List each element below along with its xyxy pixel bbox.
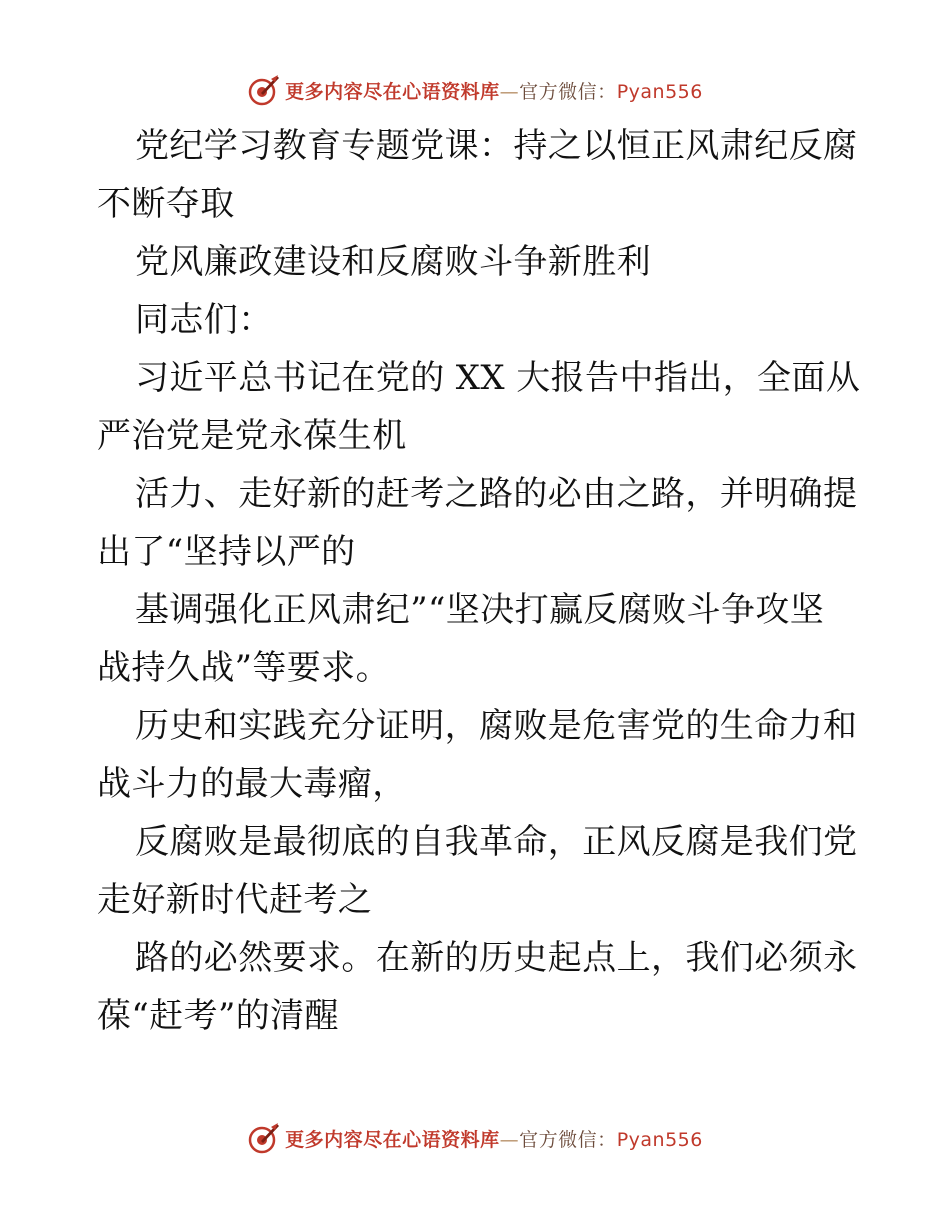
- paragraph-line: 反腐败是最彻底的自我革命，正风反腐是我们党: [135, 822, 858, 862]
- paragraph-line: 战持久战”等要求。: [97, 648, 390, 688]
- banner-official-label: 官方微信：: [519, 80, 617, 103]
- footer-banner: [0, 1118, 950, 1158]
- paragraph-line: 基调强化正风肃纪”“坚决打赢反腐败斗争攻坚: [135, 590, 825, 630]
- title-line-1: 党纪学习教育专题党课：持之以恒正风肃纪反腐: [135, 126, 858, 166]
- banner-wechat-id: Pyan556: [616, 80, 703, 103]
- paragraph-line: 走好新时代赶考之: [97, 880, 373, 920]
- banner-site-name: 更多内容尽在心语资料库: [285, 80, 500, 103]
- banner-wechat-id: Pyan556: [616, 1128, 703, 1151]
- paragraph-line: 葆“赶考”的清醒: [97, 996, 339, 1036]
- banner-dash: —: [499, 1128, 520, 1151]
- quill-pen-logo-icon: [247, 73, 281, 107]
- quill-pen-logo-icon: [247, 1121, 281, 1155]
- banner-dash: —: [499, 80, 520, 103]
- paragraph-line: 历史和实践充分证明，腐败是危害党的生命力和: [135, 706, 858, 746]
- paragraph-line: 活力、走好新的赶考之路的必由之路，并明确提: [135, 474, 858, 514]
- banner-official-label: 官方微信：: [519, 1128, 617, 1151]
- header-banner: [0, 70, 950, 110]
- banner-site-name: 更多内容尽在心语资料库: [285, 1128, 500, 1151]
- banner-text: [285, 1125, 703, 1152]
- title-line-2: 不断夺取: [97, 184, 235, 224]
- banner-text: [285, 77, 703, 104]
- paragraph-line: 出了“坚持以严的: [97, 532, 356, 572]
- paragraph-line: 路的必然要求。在新的历史起点上，我们必须永: [135, 938, 858, 978]
- paragraph-line: 习近平总书记在党的 XX 大报告中指出，全面从: [135, 358, 861, 398]
- subtitle-line: 党风廉政建设和反腐败斗争新胜利: [135, 242, 651, 282]
- salutation: 同志们：: [135, 300, 273, 340]
- document-body: [97, 117, 861, 1045]
- paragraph-line: 战斗力的最大毒瘤，: [97, 764, 407, 804]
- paragraph-line: 严治党是党永葆生机: [97, 416, 407, 456]
